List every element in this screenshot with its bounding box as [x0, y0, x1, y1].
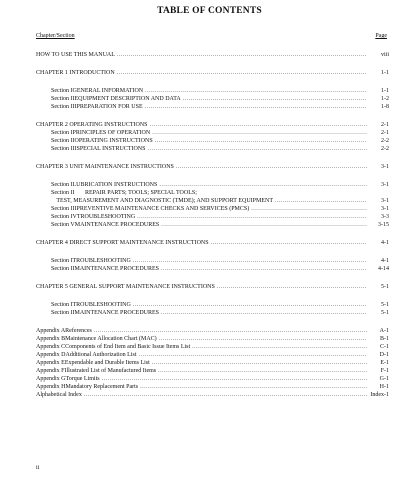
- dot-leader: [159, 335, 367, 343]
- toc-entry-page: B-1: [380, 336, 389, 342]
- toc-entry-ch2-section-3[interactable]: [36, 145, 389, 153]
- toc-entry-page: 3-1: [381, 198, 389, 204]
- toc-entry-section: Section I: [51, 88, 73, 94]
- toc-entry-chapter-4[interactable]: [36, 239, 389, 247]
- toc-entry-title: Mandatory Replacement Parts: [65, 384, 139, 390]
- toc-entry-chapter-5[interactable]: [36, 283, 389, 291]
- toc-entry-section: Appendix G: [36, 376, 66, 382]
- toc-entry-page: 2-1: [381, 130, 389, 136]
- toc-entry-ch3-section-3[interactable]: [36, 205, 389, 213]
- toc-entry-title: Expendable and Durable Items List: [64, 360, 150, 366]
- toc-entry-section: Section I: [51, 130, 73, 136]
- dot-leader: [155, 137, 367, 145]
- dot-leader: [211, 239, 367, 247]
- toc-entry-section: Section V: [51, 222, 75, 228]
- toc-entry-section: Section II: [51, 266, 75, 272]
- toc-entry-section: Section III: [51, 104, 77, 110]
- toc-entry-ch4-section-2[interactable]: [36, 265, 389, 273]
- toc-list: [36, 41, 389, 399]
- toc-entry-section: Appendix D: [36, 352, 66, 358]
- toc-entry-title: REPAIR PARTS; TOOLS; SPECIAL TOOLS;: [85, 190, 197, 196]
- toc-entry-alphabetical-index[interactable]: [36, 391, 389, 399]
- toc-entry-title: MAINTENANCE PROCEDURES: [74, 222, 160, 228]
- toc-entry-page: 2-1: [381, 122, 389, 128]
- toc-entry-ch3-section-1[interactable]: [36, 181, 389, 189]
- toc-entry-title: CHAPTER 2 OPERATING INSTRUCTIONS: [36, 122, 148, 128]
- dot-leader: [145, 103, 367, 111]
- toc-entry-page: viii: [380, 52, 389, 58]
- toc-entry-ch2-section-1[interactable]: [36, 129, 389, 137]
- dot-leader: [145, 87, 367, 95]
- toc-entry-appendix-d[interactable]: [36, 351, 389, 359]
- toc-entry-title: CHAPTER 3 UNIT MAINTENANCE INSTRUCTIONS: [36, 164, 174, 170]
- toc-entry-page: 3-1: [381, 182, 389, 188]
- dot-leader: [150, 121, 367, 129]
- dot-leader: [161, 221, 367, 229]
- toc-entry-title: TROUBLESHOOTING: [72, 302, 131, 308]
- dot-leader: [102, 375, 367, 383]
- toc-entry-title: LUBRICATION INSTRUCTIONS: [72, 182, 158, 188]
- toc-entry-page: 1-1: [381, 88, 389, 94]
- toc-entry-title: OPERATING INSTRUCTIONS: [74, 138, 153, 144]
- toc-entry-title: TEST, MEASUREMENT AND DIAGNOSTIC (TMDE); AND SUPPORT EQUIPMENT: [56, 198, 274, 204]
- dot-leader: [139, 351, 368, 359]
- toc-entry-title: PREPARATION FOR USE: [76, 104, 143, 110]
- toc-entry-title: CHAPTER 1 INTRODUCTION: [36, 70, 115, 76]
- column-header-page: Page: [375, 33, 387, 39]
- toc-entry-section: Appendix C: [36, 344, 66, 350]
- toc-entry-title: References: [65, 328, 92, 334]
- toc-entry-page: 4-1: [381, 240, 389, 246]
- toc-entry-title: Components of End Item and Basic Issue Items List: [65, 344, 191, 350]
- toc-entry-ch3-section-2-continued[interactable]: [36, 197, 389, 205]
- dot-leader: [158, 367, 367, 375]
- dot-leader: [192, 343, 367, 351]
- page-number: ii: [36, 465, 40, 471]
- toc-entry-section: Section II: [51, 190, 75, 196]
- toc-entry-title: Maintenance Allocation Chart (MAC): [65, 336, 157, 342]
- toc-entry-page: 5-1: [381, 284, 389, 290]
- dot-leader: [217, 283, 367, 291]
- toc-entry-ch5-section-2[interactable]: [36, 309, 389, 317]
- toc-entry-title: TROUBLESHOOTING: [72, 258, 131, 264]
- dot-leader: [159, 181, 367, 189]
- toc-entry-page: Index-1: [370, 392, 389, 398]
- toc-entry-title: HOW TO USE THIS MANUAL: [36, 52, 115, 58]
- toc-entry-title: GENERAL INFORMATION: [72, 88, 144, 94]
- toc-entry-page: 3-1: [381, 164, 389, 170]
- toc-entry-page: 3-15: [378, 222, 389, 228]
- dot-leader: [161, 309, 367, 317]
- toc-entry-title: SPECIAL INSTRUCTIONS: [76, 146, 146, 152]
- toc-entry-ch1-section-3[interactable]: [36, 103, 389, 111]
- toc-entry-title: CHAPTER 5 GENERAL SUPPORT MAINTENANCE INSTRUCTIONS: [36, 284, 215, 290]
- toc-entry-page: F-1: [380, 368, 389, 374]
- toc-entry-page: 1-1: [381, 70, 389, 76]
- toc-entry-page: 3-3: [381, 214, 389, 220]
- toc-entry-section: Appendix H: [36, 384, 66, 390]
- dot-leader: [140, 383, 367, 391]
- toc-entry-ch3-section-5[interactable]: [36, 221, 389, 229]
- dot-leader: [176, 163, 367, 171]
- toc-entry-appendix-g[interactable]: [36, 375, 389, 383]
- toc-entry-section: Section I: [51, 182, 73, 188]
- toc-entry-section: Section I: [51, 302, 73, 308]
- toc-entry-title: PRINCIPLES OF OPERATION: [72, 130, 151, 136]
- toc-entry-page: 5-1: [381, 302, 389, 308]
- toc-entry-chapter-1[interactable]: [36, 69, 389, 77]
- toc-entry-appendix-e[interactable]: [36, 359, 389, 367]
- toc-entry-ch4-section-1[interactable]: [36, 257, 389, 265]
- dot-leader: [183, 95, 367, 103]
- toc-entry-ch5-section-1[interactable]: [36, 301, 389, 309]
- toc-entry-title: TROUBLESHOOTING: [76, 214, 136, 220]
- toc-entry-ch1-section-2[interactable]: [36, 95, 389, 103]
- dot-leader: [133, 257, 367, 265]
- toc-entry-section: Appendix E: [36, 360, 65, 366]
- toc-entry-title: MAINTENANCE PROCEDURES: [74, 310, 160, 316]
- toc-entry-section: Section II: [51, 138, 75, 144]
- toc-entry-title: EQUIPMENT DESCRIPTION AND DATA: [74, 96, 181, 102]
- toc-entry-title: PREVENTIVE MAINTENANCE CHECKS AND SERVICES (PMCS): [76, 206, 250, 212]
- dot-leader: [84, 391, 367, 399]
- dot-leader: [133, 301, 367, 309]
- toc-entry-page: 1-8: [381, 104, 389, 110]
- toc-entry-section: Section I: [51, 258, 73, 264]
- toc-entry-chapter-2[interactable]: [36, 121, 389, 129]
- toc-entry-section: Section II: [51, 96, 75, 102]
- toc-entry-page: 2-2: [381, 146, 389, 152]
- dot-leader: [117, 51, 367, 59]
- dot-leader: [161, 265, 367, 273]
- toc-entry-title: Alphabetical Index: [36, 392, 82, 398]
- toc-entry-ch3-section-2[interactable]: [36, 189, 389, 197]
- page-title: TABLE OF CONTENTS: [157, 6, 262, 16]
- toc-entry-page: A-1: [379, 328, 389, 334]
- toc-entry-title: MAINTENANCE PROCEDURES: [74, 266, 160, 272]
- toc-entry-title: Additional Authorization List: [65, 352, 137, 358]
- toc-entry-section: Section II: [51, 310, 75, 316]
- toc-entry-page: 1-2: [381, 96, 389, 102]
- toc-entry-section: Section III: [51, 206, 77, 212]
- toc-entry-how-to-use[interactable]: [36, 51, 389, 59]
- toc-entry-page: C-1: [380, 344, 389, 350]
- dot-leader: [275, 197, 367, 205]
- toc-entry-ch3-section-4[interactable]: [36, 213, 389, 221]
- dot-leader: [152, 129, 367, 137]
- dot-leader: [94, 327, 367, 335]
- dot-leader: [137, 213, 367, 221]
- toc-entry-appendix-a[interactable]: [36, 327, 389, 335]
- toc-entry-title: Torque Limits: [65, 376, 100, 382]
- toc-entry-page: 4-1: [381, 258, 389, 264]
- toc-entry-page: 2-2: [381, 138, 389, 144]
- toc-entry-appendix-c[interactable]: [36, 343, 389, 351]
- toc-entry-section: Appendix F: [36, 368, 65, 374]
- toc-entry-chapter-3[interactable]: [36, 163, 389, 171]
- toc-entry-page: 3-1: [381, 206, 389, 212]
- toc-entry-title: Illustrated List of Manufactured Items: [64, 368, 157, 374]
- toc-entry-appendix-h[interactable]: [36, 383, 389, 391]
- toc-entry-section: Section III: [51, 146, 77, 152]
- toc-entry-page: G-1: [379, 376, 389, 382]
- dot-leader: [152, 359, 367, 367]
- toc-entry-appendix-b[interactable]: [36, 335, 389, 343]
- dot-leader: [147, 145, 367, 153]
- toc-entry-appendix-f[interactable]: [36, 367, 389, 375]
- toc-entry-title: CHAPTER 4 DIRECT SUPPORT MAINTENANCE INSTRUCTIONS: [36, 240, 209, 246]
- dot-leader: [117, 69, 367, 77]
- toc-entry-page: H-1: [379, 384, 389, 390]
- toc-entry-page: D-1: [379, 352, 389, 358]
- toc-entry-page: E-1: [380, 360, 389, 366]
- toc-entry-section: Appendix A: [36, 328, 66, 334]
- toc-entry-ch1-section-1[interactable]: [36, 87, 389, 95]
- toc-entry-section: Appendix B: [36, 336, 66, 342]
- dot-leader: [251, 205, 367, 213]
- toc-entry-ch2-section-2[interactable]: [36, 137, 389, 145]
- column-header-chapter-section: Chapter/Section: [36, 33, 75, 39]
- toc-entry-page: 4-14: [378, 266, 389, 272]
- toc-entry-page: 5-1: [381, 310, 389, 316]
- toc-entry-section: Section IV: [51, 214, 77, 220]
